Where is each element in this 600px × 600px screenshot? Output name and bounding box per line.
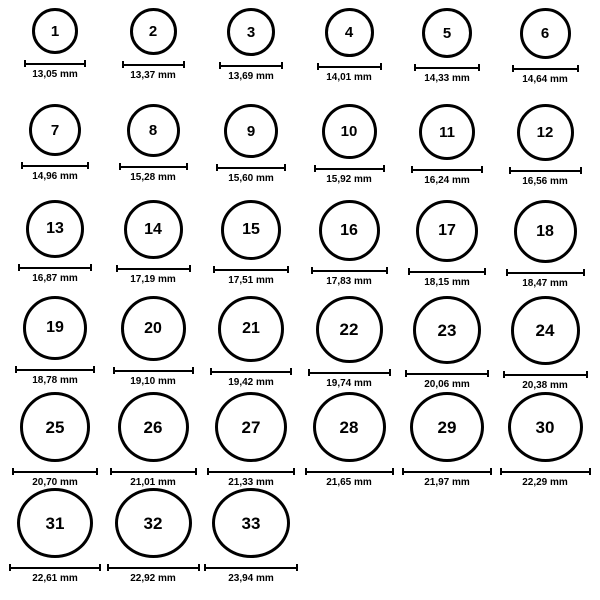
ring-circle [212,488,290,558]
ring-size-cell[interactable] [202,104,300,200]
measure-caliper-icon [24,60,86,67]
ring-size-number: 32 [143,513,163,533]
ring-size-number: 16 [340,221,358,239]
measure-line [405,373,489,375]
measure-line [15,369,95,371]
ring-size-cell[interactable] [398,296,496,392]
ring-diameter-label: 20,38 mm [522,380,568,391]
measure-line [113,370,194,372]
ring-size-cell[interactable] [104,488,202,584]
ring-diameter-label: 20,06 mm [424,379,470,390]
ring-diameter-label: 16,87 mm [32,273,78,284]
ring-diameter-label: 14,01 mm [326,72,372,83]
ring-measure [317,63,382,83]
measure-line [317,66,382,68]
ring-measure [9,564,101,584]
ring-diameter-label: 19,10 mm [130,376,176,387]
measure-line [24,63,86,65]
ring-measure [107,564,200,584]
ring-size-cell[interactable] [6,488,104,584]
measure-line [500,471,591,473]
ring-circle [124,200,183,259]
ring-size-cell[interactable] [202,488,300,584]
measure-caliper-icon [408,268,486,275]
ring-measure [18,264,92,284]
ring-size-number: 11 [439,123,455,141]
ring-size-cell[interactable] [300,200,398,296]
ring-diameter-label: 23,94 mm [228,573,274,584]
measure-caliper-icon [305,468,394,475]
ring-circle [23,296,87,360]
measure-caliper-icon [210,368,292,375]
ring-circle [118,392,189,462]
ring-size-number: 8 [148,122,158,139]
ring-circle [416,200,478,262]
ring-measure [12,468,98,488]
measure-line [509,170,582,172]
ring-measure [113,367,194,387]
ring-measure [24,60,86,80]
ring-size-cell[interactable] [496,8,594,104]
ring-measure [512,65,579,85]
ring-circle [130,8,177,55]
ring-size-number: 18 [536,222,554,240]
ring-circle [218,296,284,362]
ring-size-number: 2 [148,23,158,40]
ring-measure [405,370,489,390]
ring-diameter-label: 21,65 mm [326,477,372,488]
ring-diameter-label: 15,92 mm [326,174,372,185]
ring-diameter-label: 13,05 mm [32,69,78,80]
ring-measure [219,62,283,82]
ring-size-number: 12 [536,124,554,141]
ring-circle [32,8,78,54]
ring-diameter-label: 14,64 mm [522,74,568,85]
ring-size-number: 19 [46,319,64,336]
ring-circle [508,392,583,462]
measure-caliper-icon [213,266,289,273]
ring-diameter-label: 16,24 mm [424,175,470,186]
ring-size-cell[interactable] [6,296,104,392]
ring-size-number: 28 [339,417,359,437]
ring-size-cell[interactable] [104,200,202,296]
measure-caliper-icon [509,167,582,174]
measure-caliper-icon [204,564,298,571]
ring-size-cell[interactable] [398,104,496,200]
measure-caliper-icon [405,370,489,377]
measure-caliper-icon [116,265,191,272]
ring-size-cell[interactable] [300,104,398,200]
ring-diameter-label: 13,37 mm [130,70,176,81]
measure-caliper-icon [119,163,188,170]
measure-caliper-icon [18,264,92,271]
measure-caliper-icon [113,367,194,374]
ring-size-cell[interactable] [300,8,398,104]
measure-line [107,567,200,569]
ring-size-number: 31 [45,513,65,533]
ring-circle [215,392,287,462]
ring-size-number: 24 [535,321,555,340]
measure-line [18,267,92,269]
measure-line [110,471,197,473]
ring-circle [121,296,186,361]
ring-measure [509,167,582,187]
measure-caliper-icon [9,564,101,571]
ring-size-cell[interactable] [104,104,202,200]
ring-size-number: 10 [340,123,358,140]
measure-line [408,271,486,273]
ring-size-number: 4 [344,24,354,41]
ring-size-number: 14 [144,220,162,238]
measure-line [305,471,394,473]
ring-circle [520,8,571,59]
ring-size-number: 29 [437,417,457,437]
ring-circle [517,104,574,161]
ring-size-number: 9 [246,122,256,140]
ring-diameter-label: 17,51 mm [228,275,274,286]
ring-size-cell[interactable] [6,392,104,488]
measure-caliper-icon [122,61,185,68]
measure-caliper-icon [411,166,483,173]
measure-line [12,471,98,473]
ring-measure [411,166,483,186]
ring-circle [422,8,472,58]
ring-measure [110,468,197,488]
measure-caliper-icon [311,267,388,274]
ring-measure [207,468,295,488]
ring-size-number: 15 [242,221,260,238]
measure-caliper-icon [506,269,585,276]
measure-line [213,269,289,271]
ring-circle [17,488,93,558]
ring-diameter-label: 14,96 mm [32,171,78,182]
ring-size-number: 13 [46,220,64,237]
ring-size-cell[interactable] [202,392,300,488]
measure-caliper-icon [15,366,95,373]
ring-measure [500,468,591,488]
measure-line [9,567,101,569]
ring-size-cell[interactable] [496,296,594,392]
ring-size-cell[interactable] [398,200,496,296]
measure-caliper-icon [12,468,98,475]
ring-size-number: 20 [144,319,162,337]
ring-diameter-label: 22,92 mm [130,573,176,584]
ring-measure [506,269,585,289]
measure-caliper-icon [402,468,492,475]
measure-line [122,64,185,66]
ring-measure [119,163,188,183]
ring-size-cell[interactable] [104,8,202,104]
measure-caliper-icon [317,63,382,70]
ring-size-number: 27 [241,417,261,437]
measure-line [207,471,295,473]
ring-size-number: 22 [339,320,359,339]
ring-circle [316,296,383,363]
ring-measure [15,366,95,386]
ring-circle [20,392,90,462]
measure-line [414,67,480,69]
ring-size-number: 21 [242,320,260,337]
ring-diameter-label: 22,61 mm [32,573,78,584]
measure-caliper-icon [414,64,480,71]
ring-diameter-label: 15,60 mm [228,173,274,184]
ring-circle [221,200,281,260]
measure-line [311,270,388,272]
ring-circle [410,392,484,462]
ring-circle [29,104,81,156]
ring-size-grid [6,8,594,584]
ring-size-cell[interactable] [6,104,104,200]
measure-line [219,65,283,67]
ring-diameter-label: 21,33 mm [228,477,274,488]
ring-circle [224,104,278,158]
ring-diameter-label: 13,69 mm [228,71,274,82]
ring-size-cell[interactable] [202,296,300,392]
measure-caliper-icon [216,164,286,171]
measure-caliper-icon [21,162,89,169]
ring-size-number: 6 [540,25,550,42]
ring-circle [419,104,475,160]
measure-line [216,167,286,169]
measure-line [116,268,191,270]
ring-circle [313,392,386,462]
measure-caliper-icon [512,65,579,72]
ring-diameter-label: 15,28 mm [130,172,176,183]
ring-size-cell[interactable] [398,8,496,104]
measure-line [119,166,188,168]
ring-measure [204,564,298,584]
ring-diameter-label: 21,01 mm [130,477,176,488]
ring-measure [21,162,89,182]
measure-caliper-icon [314,165,385,172]
ring-size-number: 33 [241,513,261,533]
ring-size-number: 26 [143,417,163,437]
ring-size-cell[interactable] [202,200,300,296]
ring-size-cell[interactable] [300,296,398,392]
ring-diameter-label: 17,83 mm [326,276,372,287]
ring-size-number: 23 [437,320,457,340]
ring-circle [227,8,275,56]
ring-measure [305,468,394,488]
ring-size-number: 25 [45,417,65,437]
ring-circle [319,200,380,261]
ring-circle [325,8,374,57]
ring-diameter-label: 18,15 mm [424,277,470,288]
ring-diameter-label: 19,42 mm [228,377,274,388]
measure-line [308,372,391,374]
ring-measure [116,265,191,285]
ring-circle [413,296,481,364]
ring-circle [115,488,192,558]
ring-diameter-label: 16,56 mm [522,176,568,187]
ring-diameter-label: 22,29 mm [522,477,568,488]
measure-line [210,371,292,373]
ring-circle [511,296,580,365]
ring-diameter-label: 20,70 mm [32,477,78,488]
ring-size-cell[interactable] [496,104,594,200]
ring-measure [210,368,292,388]
ring-size-cell[interactable] [496,200,594,296]
ring-diameter-label: 18,78 mm [32,375,78,386]
measure-line [314,168,385,170]
measure-line [506,272,585,274]
ring-size-cell[interactable] [202,8,300,104]
measure-line [402,471,492,473]
measure-caliper-icon [308,369,391,376]
ring-size-number: 3 [246,23,256,41]
measure-line [204,567,298,569]
measure-caliper-icon [207,468,295,475]
ring-measure [408,268,486,288]
ring-size-cell[interactable] [300,392,398,488]
ring-circle [514,200,577,263]
ring-circle [127,104,180,157]
ring-measure [314,165,385,185]
ring-diameter-label: 17,19 mm [130,274,176,285]
ring-diameter-label: 14,33 mm [424,73,470,84]
ring-measure [308,369,391,389]
ring-circle [322,104,377,159]
ring-diameter-label: 21,97 mm [424,477,470,488]
ring-size-number: 30 [535,417,555,437]
ring-size-number: 7 [50,121,60,139]
measure-line [411,169,483,171]
measure-caliper-icon [503,371,588,378]
ring-size-number: 5 [442,24,452,42]
ring-measure [216,164,286,184]
ring-size-number: 1 [50,22,60,40]
ring-diameter-label: 18,47 mm [522,278,568,289]
ring-diameter-label: 19,74 mm [326,378,372,389]
ring-size-number: 17 [438,222,456,239]
ring-size-cell[interactable] [398,392,496,488]
ring-size-cell[interactable] [104,296,202,392]
measure-line [21,165,89,167]
measure-line [512,68,579,70]
measure-caliper-icon [107,564,200,571]
ring-measure [122,61,185,81]
ring-measure [503,371,588,391]
ring-circle [26,200,84,258]
ring-measure [402,468,492,488]
measure-caliper-icon [219,62,283,69]
ring-measure [311,267,388,287]
measure-caliper-icon [500,468,591,475]
ring-size-cell[interactable] [104,392,202,488]
ring-measure [414,64,480,84]
ring-measure [213,266,289,286]
ring-size-cell[interactable] [6,8,104,104]
measure-caliper-icon [110,468,197,475]
ring-size-cell[interactable] [496,392,594,488]
ring-size-cell[interactable] [6,200,104,296]
measure-line [503,374,588,376]
